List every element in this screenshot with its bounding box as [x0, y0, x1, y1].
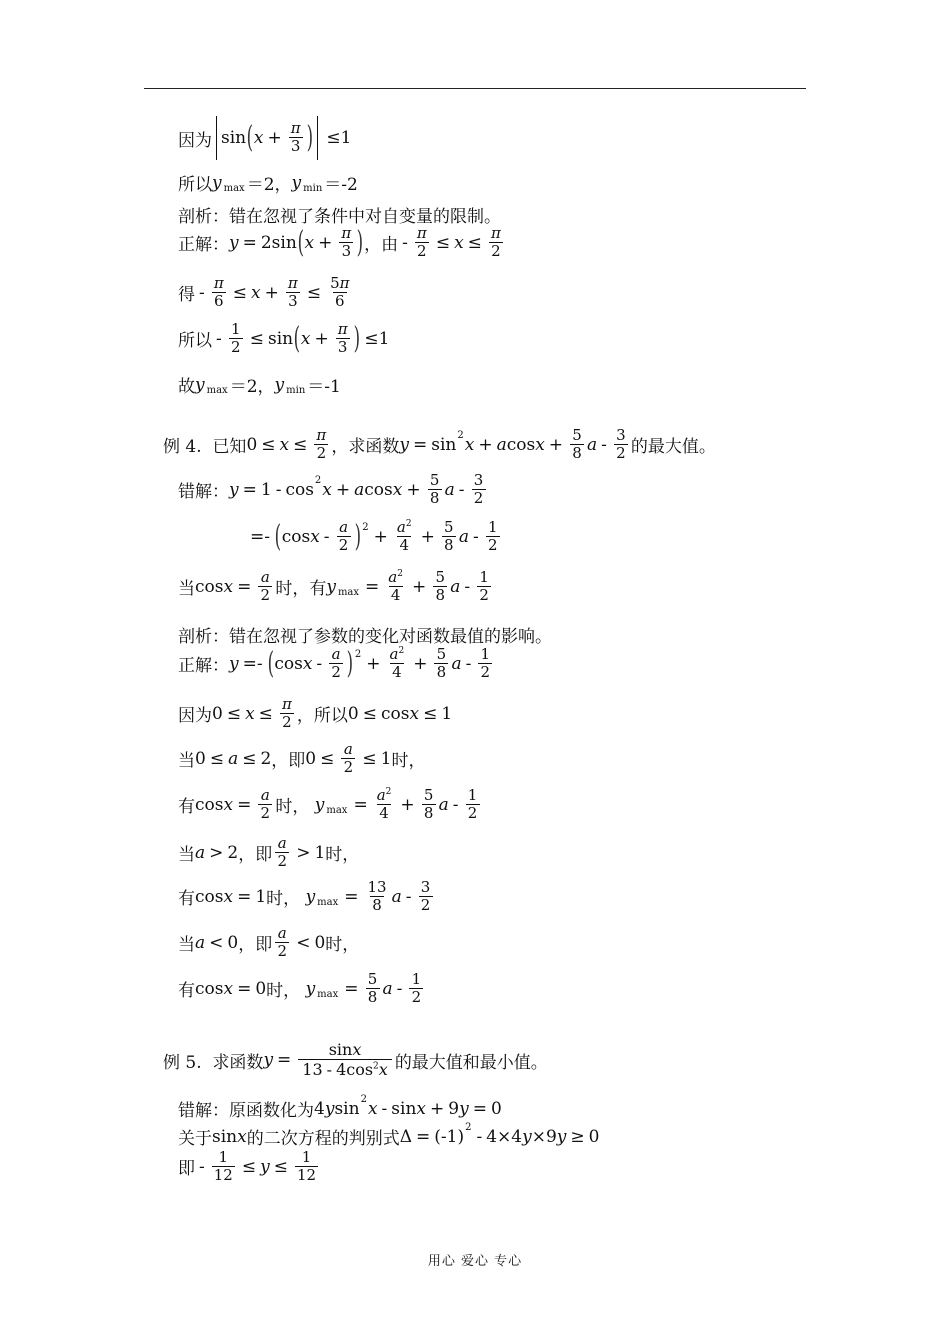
line-correct-4: 正解： y =- ( cos x - $\frac{a}{2}$ ) 2 + $\frac{a^2}{4}$ + $\frac{5}{8}$ a - $\frac{1}{2}$ — [178, 647, 495, 681]
header-rule — [144, 88, 806, 89]
line-correct-1: 正解： y = 2sin ( x + $\frac{\pi}{3}$ ) ，由 - $\frac{\pi}{2}$ ≤ x ≤ $\frac{\pi}{2}$ — [178, 226, 506, 260]
sub-max-2: max — [206, 385, 228, 396]
text-namely: 即 — [178, 1159, 195, 1180]
text-get: 得 — [178, 285, 195, 306]
text-have-1: 有 — [178, 797, 195, 818]
text-min-value-2: ＝-1 — [307, 377, 341, 397]
text-case3c: 时， — [325, 935, 360, 956]
text-discriminant: 的二次方程的判别式 — [246, 1129, 400, 1149]
text-so-4: ，所以 — [296, 706, 348, 727]
text-shi-1: 时， — [275, 797, 310, 818]
label-example-4: 例 4. — [163, 437, 202, 458]
example-4-title: 例 4. 已知 0 ≤ x ≤ $\frac{\pi}{2}$ ，求函数 y = sin 2 x + a cos x + $\frac{5}{8}$ a - $\frac{3}{2}$ 的最大值。 — [163, 426, 716, 462]
sub-min: min — [303, 183, 323, 194]
sub-min-2: min — [286, 385, 306, 396]
text-about: 关于 — [178, 1129, 212, 1149]
text-case1: 当 — [178, 751, 195, 772]
line-because-4: 因为 0 ≤ x ≤ $\frac{\pi}{2}$ ，所以 0 ≤ cos x ≤ 1 — [178, 695, 453, 731]
line-result-5: 即 - $\frac{1}{12}$ ≤ y ≤ $\frac{1}{12}$ — [178, 1148, 317, 1184]
line-have-2: 有 cos x = 1 时， y max = $\frac{13}{8}$ a - $\frac{3}{2}$ — [178, 880, 436, 914]
line-discriminant: 关于 sin x 的二次方程的判别式 Δ = (-1) 2 - 4×4 y ×9 y ≥ 0 — [178, 1122, 600, 1149]
text-wrong-4: 错解： — [178, 482, 229, 503]
text-case1c: 时， — [391, 751, 426, 772]
text-when-tail: 时，有 — [275, 579, 327, 600]
text-case3: 当 — [178, 935, 195, 956]
text-shi-3: 时， — [266, 981, 301, 1002]
text-have-3: 有 — [178, 981, 195, 1002]
text-therefore: 故 — [178, 377, 195, 397]
text-by: ，由 — [364, 235, 399, 256]
line-case1: 当 0 ≤ a ≤ 2 ，即 0 ≤ $\frac{a}{2}$ ≤ 1 时， — [178, 740, 426, 776]
line-analysis-4 — [178, 622, 552, 647]
text-so: 所以 — [178, 175, 212, 195]
line-when-4: 当 cos x = $\frac{a}{2}$ 时，有 y max = $\frac{a^2}{4}$ + $\frac{5}{8}$ a - $\frac{1}{2}$ — [178, 570, 494, 604]
text-max-min-question: 的最大值和最小值。 — [394, 1052, 548, 1073]
text-when-4: 当 — [178, 579, 195, 600]
text-correct-1: 正解： — [178, 235, 229, 256]
label-example-5: 例 5. — [163, 1052, 202, 1073]
text-max-value-question: 的最大值。 — [630, 437, 716, 458]
text-case2: 当 — [178, 845, 195, 866]
text-so-2: 所以 — [178, 331, 212, 352]
line-therefore: 故 y max ＝2， y min ＝-1 — [178, 372, 341, 397]
text-wrong-5: 错解：原函数化为 — [178, 1101, 314, 1121]
line-have-3: 有 cos x = 0 时， y max = $\frac{5}{8}$ a - $\frac{1}{2}$ — [178, 972, 426, 1006]
text-min-value: ＝-2 — [324, 175, 358, 195]
text-max-value-2: ＝2， — [229, 377, 275, 397]
sub-max-3: max — [337, 587, 360, 599]
text-analysis-1: 剖析：错在忽视了条件中对自变量的限制。 — [178, 207, 501, 227]
sub-max-6: max — [317, 989, 339, 1001]
line-case3: 当 a < 0 ，即 $\frac{a}{2}$ < 0 时， — [178, 924, 360, 960]
line-analysis-1 — [178, 202, 501, 227]
sub-max-4: max — [326, 805, 348, 817]
line-have-1: 有 cos x = $\frac{a}{2}$ 时， y max = $\frac{a^2}{4}$ + $\frac{5}{8}$ a - $\frac{1}{2}$ — [178, 788, 483, 822]
page-footer: 用心 爱心 专心 — [427, 1254, 523, 1269]
text-case2c: 时， — [325, 845, 360, 866]
text-find-5: 求函数 — [212, 1052, 264, 1073]
text-case3b: ，即 — [238, 935, 273, 956]
line-case2: 当 a > 2 ，即 $\frac{a}{2}$ > 1 时， — [178, 834, 360, 870]
line-wrong-5: 错解：原函数化为 4 y sin 2 x - sin x + 9 y = 0 — [178, 1094, 502, 1121]
text-given: 已知 — [212, 437, 247, 458]
example-5-title: 例 5. 求函数 y = $\frac{\sin x}{13 - 4\cos^2x}$ 的最大值和最小值。 — [163, 1040, 548, 1079]
text-find: ，求函数 — [331, 437, 400, 458]
text-max-value: ＝2， — [246, 175, 292, 195]
text-shi-2: 时， — [266, 889, 301, 910]
line-wrong-4a: 错解： y = 1 - cos 2 x + a cos x + $\frac{5}{8}$ a - $\frac{3}{2}$ — [178, 473, 489, 507]
text-because: 因为 — [178, 130, 212, 151]
line-because-abs: 因为 sin ( x + $\frac{\pi}{3}$ ) ≤1 — [178, 116, 355, 160]
sub-max-5: max — [317, 897, 339, 909]
line-so-range: 所以 - $\frac{1}{2}$ ≤ sin ( x + $\frac{\pi}{3}$ ) ≤1 — [178, 320, 390, 356]
line-so-max-min: 所以 y max ＝2， y min ＝-2 — [178, 170, 358, 195]
text-analysis-4: 剖析：错在忽视了参数的变化对函数最值的影响。 — [178, 627, 552, 647]
line-wrong-4b: =- ( cos x - $\frac{a}{2}$ ) 2 + $\frac{a^2}{4}$ + $\frac{5}{8}$ a - $\frac{1}{2}$ — [246, 520, 503, 554]
text-case1b: ，即 — [271, 751, 306, 772]
sub-max: max — [223, 183, 245, 194]
line-get: 得 - $\frac{\pi}{6}$ ≤ x + $\frac{\pi}{3}$ ≤ $\frac{5\pi}{6}$ — [178, 274, 350, 310]
text-correct-4: 正解： — [178, 656, 229, 677]
text-because-4: 因为 — [178, 706, 212, 727]
text-case2b: ，即 — [238, 845, 273, 866]
text-have-2: 有 — [178, 889, 195, 910]
